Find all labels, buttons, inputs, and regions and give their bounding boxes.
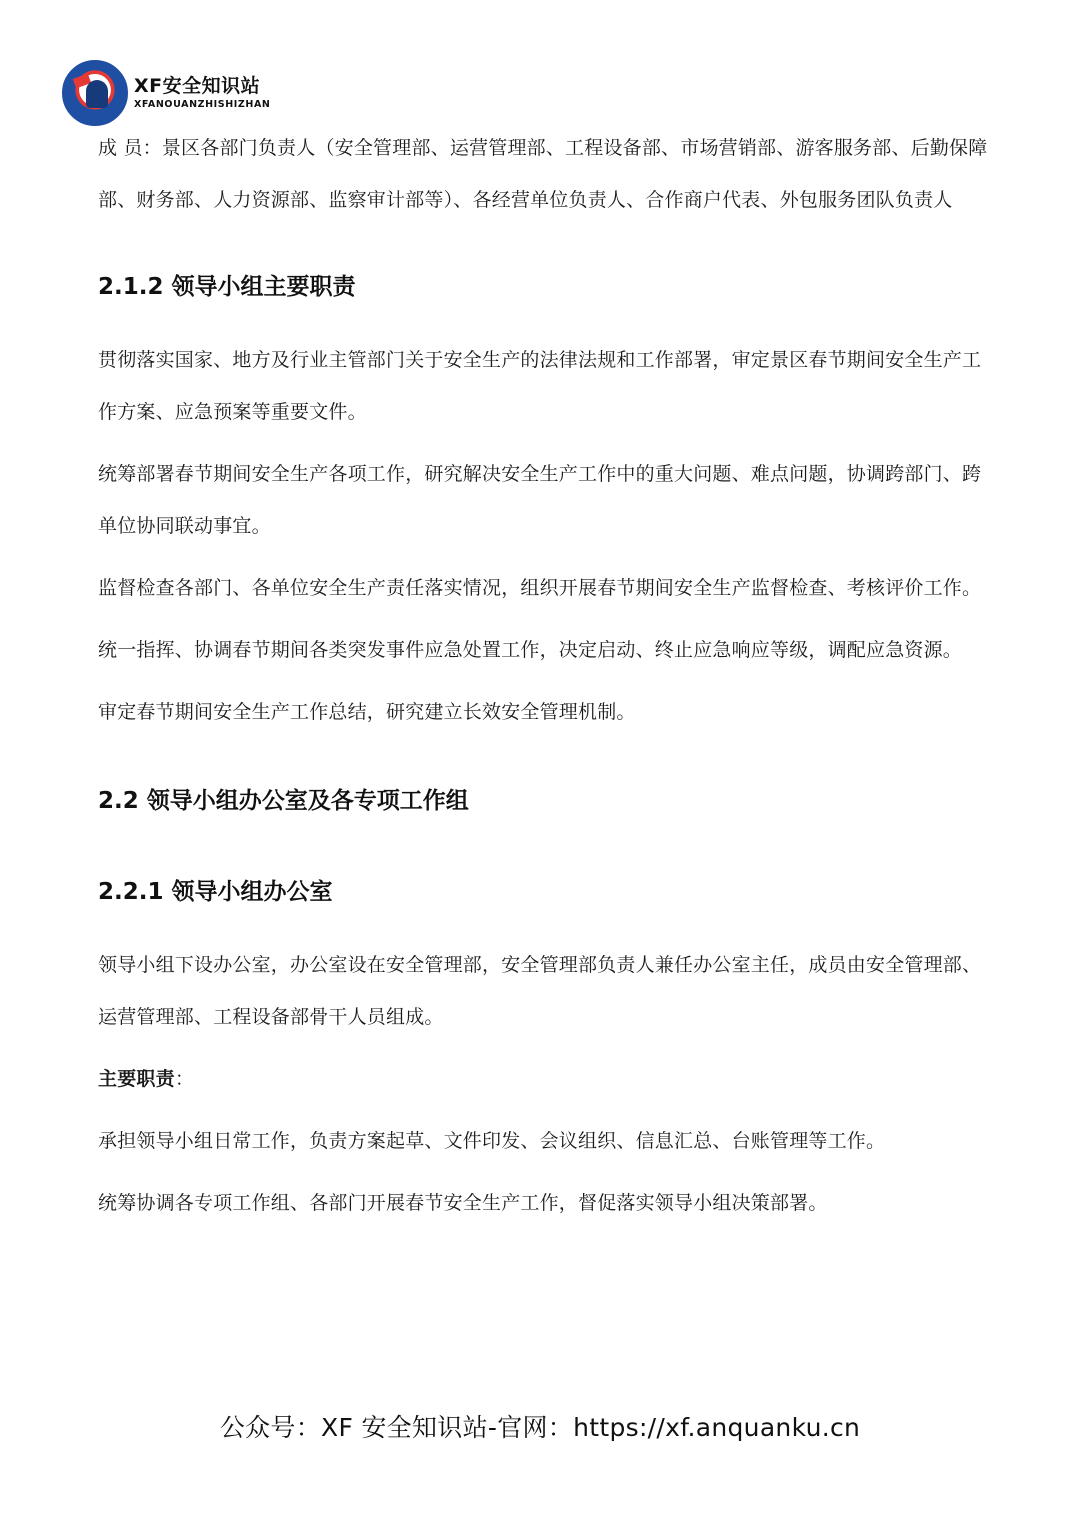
main-duty-colon: ： [174, 1068, 195, 1090]
main-duty-line [98, 1053, 988, 1105]
footer-text: 公众号：XF 安全知识站-官网：https://xf.anquanku.cn [219, 1413, 861, 1442]
duty-paragraph-3: 监督检查各部门、各单位安全生产责任落实情况，组织开展春节期间安全生产监督检查、考核评价工作。 [98, 577, 982, 599]
duty-paragraph-1: 贯彻落实国家、地方及行业主管部门关于安全生产的法律法规和工作部署，审定景区春节期间安全生产工作方案、应急预案等重要文件。 [98, 349, 982, 423]
logo-badge-icon [62, 60, 128, 126]
document-body [98, 122, 988, 1229]
members-paragraph: 成 员：景区各部门负责人（安全管理部、运营管理部、工程设备部、市场营销部、游客服务部、后勤保障部、财务部、人力资源部、监察审计部等）、各经营单位负责人、合作商户代表、外包服务团队负责人 [98, 137, 988, 211]
office-duty-1: 承担领导小组日常工作，负责方案起草、文件印发、会议组织、信息汇总、台账管理等工作。 [98, 1130, 886, 1152]
heading-2-2: 2.2 领导小组办公室及各专项工作组 [98, 788, 469, 814]
logo-subtitle: XFANOUANZHISHIZHAN [134, 98, 271, 110]
office-paragraph: 领导小组下设办公室，办公室设在安全管理部，安全管理部负责人兼任办公室主任，成员由安全管理部、运营管理部、工程设备部骨干人员组成。 [98, 954, 982, 1028]
logo-name: XF安全知识站 [134, 74, 261, 97]
duty-paragraph-5: 审定春节期间安全生产工作总结，研究建立长效安全管理机制。 [98, 701, 636, 723]
office-duty-2: 统筹协调各专项工作组、各部门开展春节安全生产工作，督促落实领导小组决策部署。 [98, 1192, 828, 1214]
main-duty-label: 主要职责 [98, 1068, 175, 1090]
duty-paragraph-2: 统筹部署春节期间安全生产各项工作，研究解决安全生产工作中的重大问题、难点问题，协调跨部门、跨单位协同联动事宜。 [98, 463, 982, 537]
duty-paragraph-4: 统一指挥、协调春节期间各类突发事件应急处置工作，决定启动、终止应急响应等级，调配应急资源。 [98, 639, 963, 661]
heading-2-1-2: 2.1.2 领导小组主要职责 [98, 274, 356, 300]
site-logo [62, 60, 270, 126]
heading-2-2-1: 2.2.1 领导小组办公室 [98, 879, 333, 905]
